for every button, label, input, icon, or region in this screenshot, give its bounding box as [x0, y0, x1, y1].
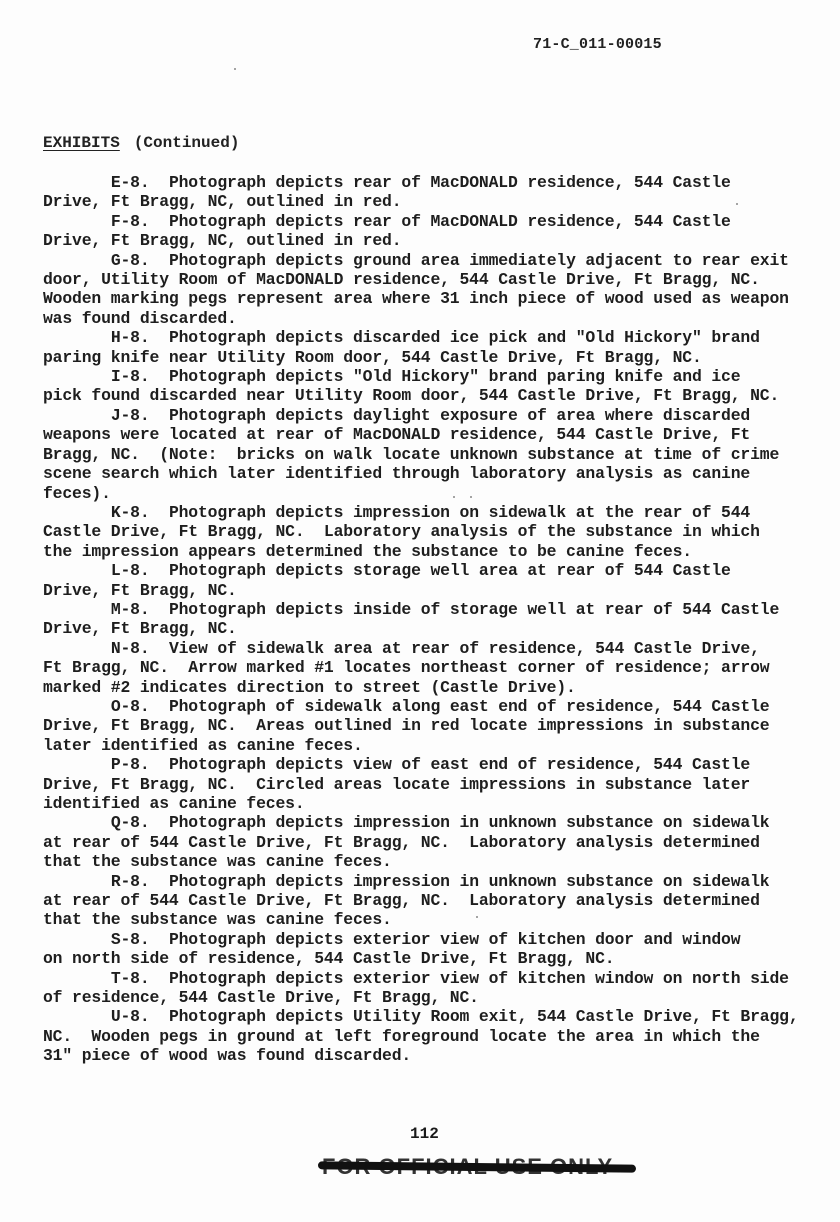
- exhibit-continuation-line: Drive, Ft Bragg, NC, outlined in red.: [43, 231, 402, 251]
- exhibit-entry: [43, 328, 833, 367]
- label-gap: [150, 406, 169, 425]
- exhibit-continuation-line: that the substance was canine feces.: [43, 852, 392, 872]
- exhibit-continuation-line: feces).: [43, 483, 111, 503]
- exhibit-label: R-8.: [110, 871, 150, 891]
- exhibit-label: L-8.: [110, 561, 150, 581]
- scan-speck: [470, 496, 472, 498]
- label-gap: [150, 600, 169, 619]
- scan-speck: [476, 916, 478, 918]
- exhibit-continuation-line: at rear of 544 Castle Drive, Ft Bragg, NC. Laboratory analysis determined: [43, 891, 760, 911]
- paragraph-indent: [43, 813, 111, 832]
- exhibit-text: Photograph depicts daylight exposure of area where discarded: [168, 405, 751, 425]
- exhibit-text: Photograph depicts impression on sidewalk at the rear of 544: [168, 502, 751, 522]
- exhibit-label: E-8.: [110, 173, 150, 192]
- paragraph-indent: [43, 367, 111, 386]
- exhibit-first-line: [43, 406, 833, 425]
- label-gap: [150, 328, 169, 347]
- exhibit-label: M-8.: [110, 599, 150, 619]
- exhibit-label: T-8.: [110, 968, 150, 988]
- paragraph-indent: [43, 639, 111, 658]
- paragraph-indent: [43, 328, 111, 347]
- label-gap: [150, 697, 169, 716]
- exhibit-continuation-line: identified as canine feces.: [43, 794, 305, 813]
- exhibit-label: H-8.: [110, 328, 150, 348]
- footer-classification-marking: [318, 1150, 638, 1184]
- paragraph-indent: [43, 251, 111, 270]
- paragraph-indent: [43, 755, 111, 774]
- paragraph-indent: [43, 406, 111, 425]
- exhibit-continuation-line: later identified as canine feces.: [43, 735, 363, 755]
- exhibit-first-line: [43, 212, 833, 231]
- exhibit-continuation-line: 31" piece of wood was found discarded.: [43, 1046, 412, 1066]
- exhibit-continuation-line: was found discarded.: [43, 308, 237, 328]
- exhibit-entry: [43, 251, 833, 329]
- exhibit-first-line: [43, 600, 833, 619]
- exhibit-first-line: [43, 251, 833, 270]
- label-gap: [150, 639, 169, 658]
- exhibit-first-line: [43, 367, 833, 386]
- paragraph-indent: [43, 872, 111, 891]
- exhibit-continuation-line: Drive, Ft Bragg, NC, outlined in red.: [43, 192, 402, 212]
- exhibit-entry: [43, 367, 833, 406]
- exhibit-text: Photograph depicts discarded ice pick and "Old Hickory" brand: [168, 328, 760, 348]
- exhibit-list: [43, 173, 833, 1066]
- exhibit-first-line: [43, 872, 833, 891]
- exhibit-continuation-line: at rear of 544 Castle Drive, Ft Bragg, NC. Laboratory analysis determined: [43, 832, 760, 852]
- exhibit-entry: [43, 697, 833, 755]
- exhibit-text: Photograph depicts exterior view of kitchen window on north side: [168, 968, 789, 988]
- label-gap: [150, 1007, 169, 1026]
- label-gap: [150, 561, 169, 580]
- exhibit-continuation-line: on north side of residence, 544 Castle Drive, Ft Bragg, NC.: [43, 949, 615, 969]
- exhibit-label: N-8.: [110, 638, 150, 658]
- exhibit-text: Photograph depicts "Old Hickory" brand paring knife and ice: [168, 367, 741, 387]
- exhibit-label: K-8.: [110, 502, 150, 522]
- exhibit-entry: [43, 600, 833, 639]
- exhibit-continuation-line: Drive, Ft Bragg, NC.: [43, 619, 237, 639]
- exhibit-continuation-line: Wooden marking pegs represent area where 31 inch piece of wood used as weapon: [43, 289, 789, 309]
- exhibit-entry: [43, 813, 833, 871]
- label-gap: [150, 930, 169, 949]
- exhibit-first-line: [43, 561, 833, 580]
- exhibit-continuation-line: that the substance was canine feces.: [43, 910, 392, 930]
- paragraph-indent: [43, 173, 111, 192]
- exhibit-text: Photograph depicts storage well area at rear of 544 Castle: [168, 561, 731, 581]
- exhibit-text: Photograph depicts rear of MacDONALD residence, 544 Castle: [168, 211, 731, 231]
- section-title: EXHIBITS: [43, 134, 120, 152]
- paragraph-indent: [43, 930, 111, 949]
- exhibit-continuation-line: weapons were located at rear of MacDONALD residence, 544 Castle Drive, Ft: [43, 425, 751, 445]
- exhibit-continuation-line: the impression appears determined the substance to be canine feces.: [43, 541, 692, 561]
- exhibit-label: U-8.: [110, 1007, 150, 1027]
- exhibit-first-line: [43, 697, 833, 716]
- exhibit-continuation-line: pick found discarded near Utility Room door, 544 Castle Drive, Ft Bragg, NC.: [43, 386, 780, 406]
- exhibit-continuation-line: Ft Bragg, NC. Arrow marked #1 locates northeast corner of residence; arrow: [43, 658, 770, 678]
- page-number: 112: [410, 1125, 439, 1143]
- label-gap: [150, 251, 169, 270]
- scan-speck: [453, 496, 455, 498]
- exhibit-entry: [43, 1007, 833, 1065]
- paragraph-indent: [43, 697, 111, 716]
- section-title-suffix: (Continued): [133, 134, 240, 152]
- label-gap: [150, 872, 169, 891]
- label-gap: [150, 813, 169, 832]
- paragraph-indent: [43, 600, 111, 619]
- exhibit-continuation-line: Drive, Ft Bragg, NC. Areas outlined in red locate impressions in substance: [43, 716, 770, 736]
- paragraph-indent: [43, 212, 111, 231]
- exhibit-entry: [43, 173, 833, 212]
- exhibit-text: Photograph depicts exterior view of kitchen door and window: [168, 929, 741, 949]
- exhibit-first-line: [43, 930, 833, 949]
- exhibit-label: P-8.: [110, 755, 150, 775]
- label-gap: [150, 212, 169, 231]
- exhibit-entry: [43, 755, 833, 813]
- exhibit-continuation-line: of residence, 544 Castle Drive, Ft Bragg, NC.: [43, 988, 479, 1008]
- exhibit-text: Photograph depicts inside of storage well at rear of 544 Castle: [168, 599, 780, 619]
- exhibit-first-line: [43, 1007, 833, 1026]
- exhibit-first-line: [43, 639, 833, 658]
- exhibit-entry: [43, 872, 833, 930]
- exhibit-continuation-line: scene search which later identified through laboratory analysis as canine: [43, 464, 751, 484]
- exhibit-entry: [43, 969, 833, 1008]
- exhibit-label: G-8.: [110, 250, 150, 270]
- label-gap: [150, 367, 169, 386]
- exhibit-entry: [43, 639, 833, 697]
- exhibit-continuation-line: Drive, Ft Bragg, NC.: [43, 580, 237, 600]
- exhibit-first-line: [43, 503, 833, 522]
- exhibit-text: Photograph depicts rear of MacDONALD residence, 544 Castle: [168, 173, 731, 192]
- paragraph-indent: [43, 561, 111, 580]
- exhibit-label: F-8.: [110, 211, 150, 231]
- scan-speck: [736, 203, 738, 205]
- exhibit-text: Photograph depicts impression in unknown substance on sidewalk: [168, 871, 770, 891]
- exhibit-text: Photograph depicts view of east end of residence, 544 Castle: [168, 755, 751, 775]
- exhibit-text: Photograph of sidewalk along east end of residence, 544 Castle: [168, 696, 770, 716]
- scan-speck: [234, 68, 236, 70]
- exhibit-continuation-line: marked #2 indicates direction to street (Castle Drive).: [43, 677, 576, 697]
- exhibit-continuation-line: Castle Drive, Ft Bragg, NC. Laboratory analysis of the substance in which: [43, 522, 760, 542]
- paragraph-indent: [43, 503, 111, 522]
- label-gap: [150, 503, 169, 522]
- exhibit-entry: [43, 406, 833, 503]
- exhibit-first-line: [43, 755, 833, 774]
- exhibit-continuation-line: paring knife near Utility Room door, 544 Castle Drive, Ft Bragg, NC.: [43, 347, 702, 367]
- exhibit-entry: [43, 503, 833, 561]
- exhibit-continuation-line: Drive, Ft Bragg, NC. Circled areas locate impressions in substance later: [43, 774, 751, 794]
- exhibit-text: View of sidewalk area at rear of residence, 544 Castle Drive,: [168, 638, 760, 658]
- exhibit-label: I-8.: [110, 367, 150, 387]
- exhibit-text: Photograph depicts ground area immediately adjacent to rear exit: [168, 250, 789, 270]
- exhibit-first-line: [43, 969, 833, 988]
- label-gap: [150, 755, 169, 774]
- exhibit-continuation-line: door, Utility Room of MacDONALD residence, 544 Castle Drive, Ft Bragg, NC.: [43, 270, 760, 290]
- label-gap: [150, 173, 169, 192]
- paragraph-indent: [43, 1007, 111, 1026]
- exhibit-label: S-8.: [110, 929, 150, 949]
- exhibit-first-line: [43, 813, 833, 832]
- document-id: 71-C_011-00015: [533, 36, 662, 53]
- exhibit-entry: [43, 930, 833, 969]
- exhibit-first-line: [43, 173, 833, 192]
- exhibit-text: Photograph depicts impression in unknown substance on sidewalk: [168, 813, 770, 833]
- paragraph-indent: [43, 969, 111, 988]
- exhibit-label: O-8.: [110, 696, 150, 716]
- exhibit-continuation-line: NC. Wooden pegs in ground at left foreground locate the area in which the: [43, 1026, 760, 1046]
- label-gap: [150, 969, 169, 988]
- section-heading: [43, 134, 239, 152]
- exhibit-first-line: [43, 328, 833, 347]
- exhibit-continuation-line: Bragg, NC. (Note: bricks on walk locate unknown substance at time of crime: [43, 444, 780, 464]
- exhibit-label: J-8.: [110, 405, 150, 425]
- exhibit-entry: [43, 561, 833, 600]
- exhibit-entry: [43, 212, 833, 251]
- exhibit-label: Q-8.: [110, 813, 150, 833]
- exhibit-text: Photograph depicts Utility Room exit, 544 Castle Drive, Ft Bragg,: [168, 1007, 799, 1027]
